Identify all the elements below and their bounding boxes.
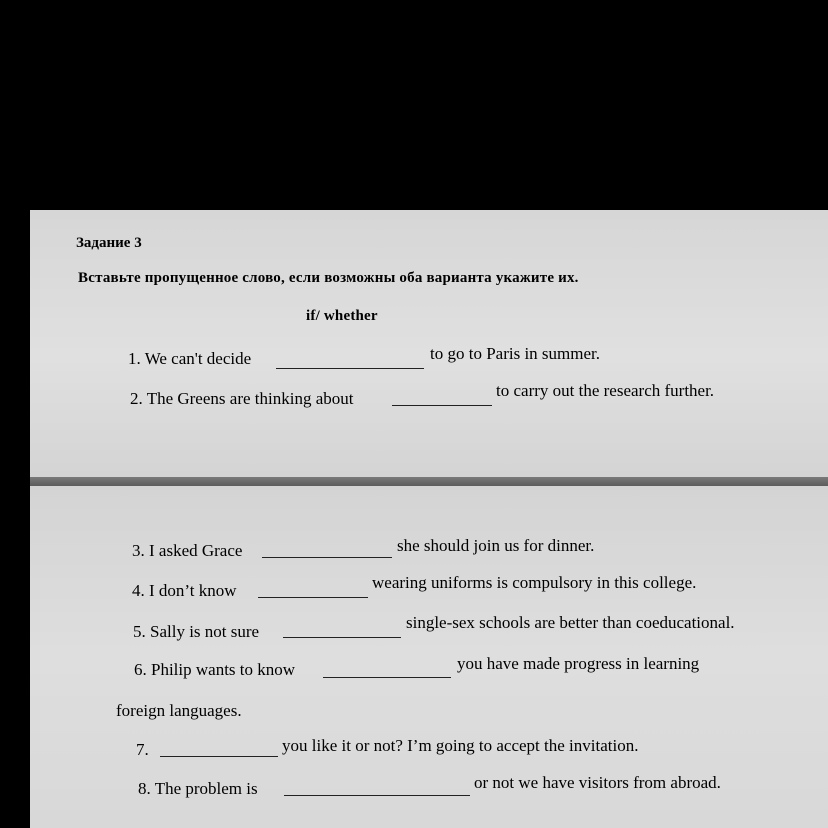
item-5-prefix: 5. Sally is not sure [133, 622, 260, 641]
task-heading: Задание 3 [76, 235, 142, 251]
task-instruction: Вставьте пропущенное слово, если возможны оба варианта укажите их. [78, 270, 579, 286]
item-1-prefix: 1. We can't decide [128, 349, 252, 368]
item-1-suffix: to go to Paris in summer. [430, 344, 600, 363]
item-8-suffix: or not we have visitors from abroad. [474, 773, 721, 792]
item-5-suffix: single-sex schools are better than coeducational. [406, 613, 735, 632]
worksheet-top [30, 210, 828, 477]
item-2-suffix: to carry out the research further. [496, 381, 715, 400]
item-6-prefix: 6. Philip wants to know [134, 660, 296, 679]
item-7-prefix: 7. [136, 740, 149, 759]
item-4-prefix: 4. I don’t know [132, 581, 237, 600]
item-2-prefix: 2. The Greens are thinking about [130, 389, 354, 408]
item-7-suffix: you like it or not? I’m going to accept the invitation. [282, 736, 639, 755]
item-8-prefix: 8. The problem is [138, 779, 258, 798]
item-3-suffix: she should join us for dinner. [397, 536, 595, 555]
item-4-blank[interactable] [258, 597, 368, 598]
item-7-blank[interactable] [160, 756, 278, 757]
item-4-suffix: wearing uniforms is compulsory in this college. [372, 573, 697, 592]
item-5-blank[interactable] [283, 637, 401, 638]
item-3-blank[interactable] [262, 557, 392, 558]
item-6-suffix: you have made progress in learning [457, 654, 700, 673]
item-6-continuation: foreign languages. [116, 701, 242, 720]
page-gap [30, 477, 828, 486]
word-options: if/ whether [306, 308, 378, 324]
item-2-blank[interactable] [392, 405, 492, 406]
item-6-blank[interactable] [323, 677, 451, 678]
item-8-blank[interactable] [284, 795, 470, 796]
item-1-blank[interactable] [276, 368, 424, 369]
item-3-prefix: 3. I asked Grace [132, 541, 243, 560]
